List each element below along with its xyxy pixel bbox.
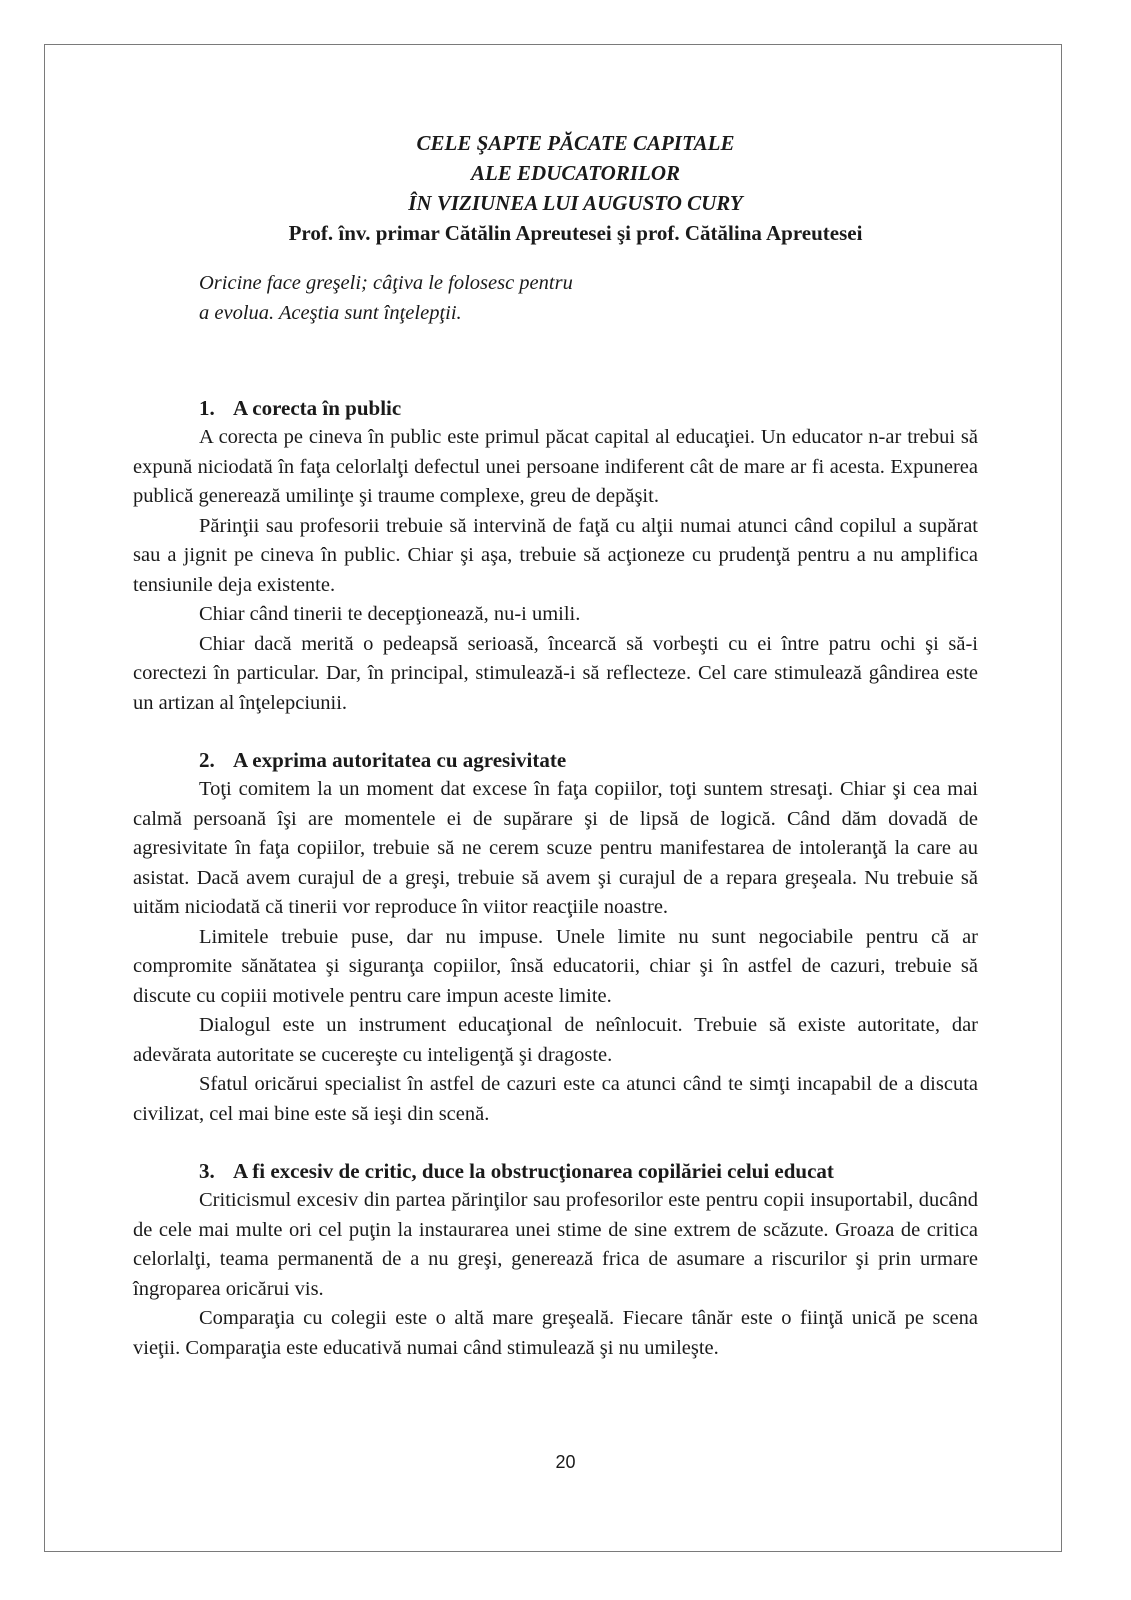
paragraph: Limitele trebuie puse, dar nu impuse. Unele limite nu sunt negociabile pentru că ar compromite sănătatea şi siguranţa copiilor, însă educatorii, chiar şi în astfel de cazuri, trebuie să discute cu copiii motivele pentru care impun aceste limite. [133, 925, 978, 1007]
section-2 [133, 746, 978, 1129]
paragraph: Toţi comitem la un moment dat excese în faţa copiilor, toţi suntem stresaţi. Chiar şi cea mai calmă persoană îşi are momentele ei de supărare şi de lipsă de logică. Când dăm dovadă de agresivitate în faţa copiilor, trebuie să ne cerem scuze pentru manifestarea de intoleranţă la care au asistat. Dacă avem curajul de a greşi, trebuie să avem şi curajul de a repara greşeala. Nu trebuie să uităm niciodată că tinerii vor reproduce în viitor reacţiile noastre. [133, 778, 978, 918]
section-title: A exprima autoritatea cu agresivitate [233, 748, 567, 772]
section-3 [133, 1157, 978, 1363]
document-body [133, 128, 978, 1363]
title-line-2: ALE EDUCATORILOR [470, 161, 681, 185]
title-block [173, 128, 978, 248]
epigraph-line-1: Oricine face greşeli; câţiva le folosesc pentru [199, 272, 573, 294]
paragraph: Părinţii sau profesorii trebuie să intervină de faţă cu alţii numai atunci când copilul a supărat sau a jignit pe cineva în public. Chiar şi aşa, trebuie să acţioneze cu prudenţă pentru a nu amplifica tensiunile deja existente. [133, 514, 978, 596]
section-number: 2. [199, 748, 215, 772]
paragraph: Criticismul excesiv din partea părinţilor sau profesorilor este pentru copii insuportabil, ducând de cele mai multe ori cel puţin la instaurarea unei stime de sine extrem de scăzute. Groaza de critica celorlalţi, teama permanentă de a nu greşi, generează frica de asumare a riscurilor şi prin urmare îngroparea oricărui vis. [133, 1189, 978, 1300]
section-title: A corecta în public [233, 396, 402, 420]
epigraph-line-2: a evolua. Aceştia sunt înţelepţii. [199, 302, 462, 324]
paragraph: Dialogul este un instrument educaţional de neînlocuit. Trebuie să existe autoritate, dar adevărata autoritate se cucereşte cu inteligenţă şi dragoste. [133, 1014, 978, 1066]
epigraph [199, 268, 978, 328]
paragraph: Chiar dacă merită o pedeapsă serioasă, încearcă să vorbeşti cu ei între patru ochi şi să-i corectezi în particular. Dar, în principal, stimulează-i să reflecteze. Cel care stimulează gândirea este un artizan al înţelepciunii. [133, 632, 978, 714]
section-heading [133, 394, 978, 423]
section-number: 1. [199, 396, 215, 420]
title-line-1: CELE ŞAPTE PĂCATE CAPITALE [416, 131, 735, 155]
authors-line: Prof. înv. primar Cătălin Apreutesei şi prof. Cătălina Apreutesei [288, 221, 863, 245]
paragraph: Sfatul oricărui specialist în astfel de cazuri este ca atunci când te simţi incapabil de a discuta civilizat, cel mai bine este să ieşi din scenă. [133, 1073, 978, 1125]
page-number: 20 [555, 1452, 576, 1472]
section-heading [133, 746, 978, 775]
section-heading [133, 1157, 978, 1186]
paragraph: Comparaţia cu colegii este o altă mare greşeală. Fiecare tânăr este o fiinţă unică pe scena vieţii. Comparaţia este educativă numai când stimulează şi nu umileşte. [133, 1307, 978, 1359]
paragraph: A corecta pe cineva în public este primul păcat capital al educaţiei. Un educator n-ar trebui să expună niciodată în faţa celorlalţi defectul unei persoane indiferent cât de mare ar fi acesta. Expunerea publică generează umilinţe şi traume complexe, greu de depăşit. [133, 426, 978, 507]
section-1 [133, 394, 978, 718]
paragraph: Chiar când tinerii te decepţionează, nu-i umili. [199, 603, 581, 625]
section-title: A fi excesiv de critic, duce la obstrucţionarea copilăriei celui educat [233, 1159, 834, 1183]
section-number: 3. [199, 1159, 215, 1183]
title-line-3: ÎN VIZIUNEA LUI AUGUSTO CURY [408, 191, 743, 215]
